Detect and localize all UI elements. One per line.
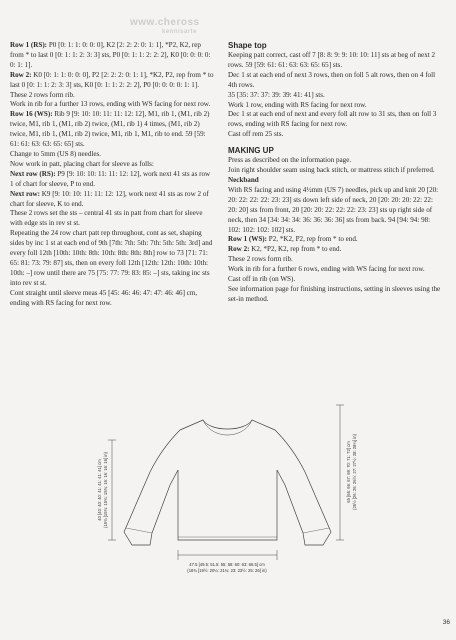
instruction-text: P9 [9: 10: 10: 11: 11: 12: 12], work next 41 sts as row 1 of chart for sleeve, P to end. bbox=[10, 169, 211, 188]
row-label: Next row: bbox=[10, 189, 42, 198]
watermark-url: www.cheross bbox=[130, 17, 200, 28]
instruction-text: Change to 5mm (US 8) needles. bbox=[10, 149, 102, 158]
width-label-2: (18¾ [19½: 20¼: 21¾: 23: 23½: 25: 26] in) bbox=[187, 568, 267, 573]
row-label: Row 16 (WS): bbox=[10, 110, 55, 119]
instruction-text: P2, *K2, P2, rep from * to end. bbox=[268, 235, 358, 244]
instruction-text: K2, *P2, K2, rep from * to end. bbox=[251, 245, 342, 254]
section-heading: Shape top bbox=[228, 41, 267, 50]
row-label: Row 1 (WS): bbox=[228, 235, 269, 244]
row-label: Row 2: bbox=[10, 70, 34, 79]
row-label: Next row (RS): bbox=[10, 169, 58, 178]
row-label: Row 2: bbox=[228, 245, 252, 254]
instruction-text: These 2 rows set the sts – central 41 sts in patt from chart for sleeve with edge sts in rev st st. bbox=[10, 209, 203, 228]
instruction-text: With RS facing and using 4½mm (US 7) needles, pick up and knit 20 [20: 20: 22: 22: 22: 23: 23] sts down left side of neck, 20 [20: 20: 20: 22: 22: 20: 20] sts from front, 20 [20: 20: 22: 22: 22: 23: 23] sts up right side of neck, then 34 [34: 34: 34: 36: 36: 36: 36] sts from back. 94 [94: 94: 98: 102: 102: 102: 102] sts. bbox=[228, 185, 439, 234]
page-number: 36 bbox=[442, 619, 450, 626]
watermark-sub: kennisarte bbox=[162, 29, 198, 35]
left-length-label-1: 40 [40: 40: 40: 41: 41: 41: 41] cm bbox=[97, 459, 102, 521]
row-label: Row 1 (RS): bbox=[10, 41, 49, 49]
instruction-text: Repeating the 24 row chart patt rep throughout, cont as set, shaping sides by inc 1 st at each end of 9th [7th: 7th: 5th: 7th: 5th: 5th: 3rd] and every foll 12th [10th: 10th: 8th: 10th: 8th: 8th: 8th] row to 73 [71: 71: 65: 81: 73: 79: 87] sts, then on every foll 12th [12th: 12th: 10th: 10th: 10th: –] row until there are 75 [75: 77: 79: 83: 85: –] sts, taking inc sts into rev st st. bbox=[10, 229, 213, 287]
instruction-text: These 2 rows form rib. bbox=[228, 255, 293, 264]
instruction-text: P0 [0: 1: 1: 0: 0: 0], K2 [2: 2: 2: 0: 1: 1], *P2, K2, rep from * to last 0 [0: 1: 1: 2: 3: 3] sts, P0 [0: 1: 1: 2: 2: 2], K0 [0: 0: 0: 0: 0: 1: 1]. bbox=[10, 41, 211, 69]
instruction-text: Cont straight until sleeve meas 45 [45: 46: 46: 47: 47: 46: 46] cm, ending with RS facing for next row. bbox=[10, 288, 198, 307]
instruction-text: Cast off in rib (on WS). bbox=[228, 275, 296, 284]
instruction-text: 35 [35: 37: 37: 39: 39: 41: 41] sts. bbox=[228, 90, 325, 99]
instruction-text: See information page for finishing instructions, setting in sleeves using the set-in method. bbox=[228, 284, 441, 303]
instruction-text: These 2 rows form rib. bbox=[10, 90, 75, 99]
instruction-text: Press as described on the information page. bbox=[228, 156, 352, 165]
left-length-label-2: (15¾ [15¾: 15¾: 15¾: 16: 16: 16: 16] in) bbox=[103, 452, 108, 528]
instruction-text: Work in rib for a further 6 rows, ending with WS facing for next row. bbox=[228, 265, 425, 274]
instruction-text: Rib 9 [9: 10: 10: 11: 11: 12: 12], M1, rib 1, (M1, rib 2) twice, M1, rib 1, (M1, rib 2) twice, (M1, rib 1) 4 times, (M1, rib 2) twice, M1, rib 1, (M1, rib 2) twice, M1, rib 1, M1, rib to end. 59 [59: 61: 61: 63: 63: 65: 65] sts. bbox=[10, 110, 210, 149]
instruction-text: K9 [9: 10: 10: 11: 11: 12: 12], work next 41 sts as row 2 of chart for sleeve, K to end. bbox=[10, 189, 209, 208]
instruction-text: Join right shoulder seam using back stitch, or mattress stitch if preferred. bbox=[228, 166, 435, 175]
right-length-label-1: 65 [66: 66: 67: 69: 70: 71: 72] cm bbox=[346, 441, 351, 503]
right-length-label-2: (25½ [26: 26: 26½: 27: 27½: 28: 28¼] in) bbox=[352, 434, 357, 510]
instruction-text: Work 1 row, ending with RS facing for next row. bbox=[228, 100, 367, 109]
instruction-text: Dec 1 st at each end of next and every foll alt row to 31 sts, then on foll 3 rows, ending with RS facing for next row. bbox=[228, 110, 437, 129]
instruction-text: Now work in patt, placing chart for sleeve as folls: bbox=[10, 159, 154, 168]
width-label-1: 47.5 [49.5: 51.5: 55: 58: 60: 63: 66.5] cm bbox=[189, 562, 265, 567]
instruction-text: Cast off rem 25 sts. bbox=[228, 130, 284, 139]
sub-heading: Neckband bbox=[228, 175, 259, 184]
instruction-text: Work in rib for a further 13 rows, ending with WS facing for next row. bbox=[10, 100, 211, 109]
instruction-text: K0 [0: 1: 1: 0: 0: 0], P2 [2: 2: 2: 0: 1: 1], *K2, P2, rep from * to last 0 [0: 1: 1: 2: 3: 3] sts, K0 [0: 1: 1: 2: 2: 2], P0 [0: 0: 0: 0: 1: 1]. bbox=[10, 70, 214, 89]
section-heading: MAKING UP bbox=[228, 146, 274, 156]
instruction-text: Keeping patt correct, cast off 7 [8: 8: 9: 9: 10: 10: 11] sts at beg of next 2 rows. 59 [59: 61: 61: 63: 63: 65: 65] sts. bbox=[228, 51, 436, 69]
instruction-text: Dec 1 st at each end of next 3 rows, then on foll 5 alt rows, then on 4 foll 4th rows. bbox=[228, 70, 436, 89]
